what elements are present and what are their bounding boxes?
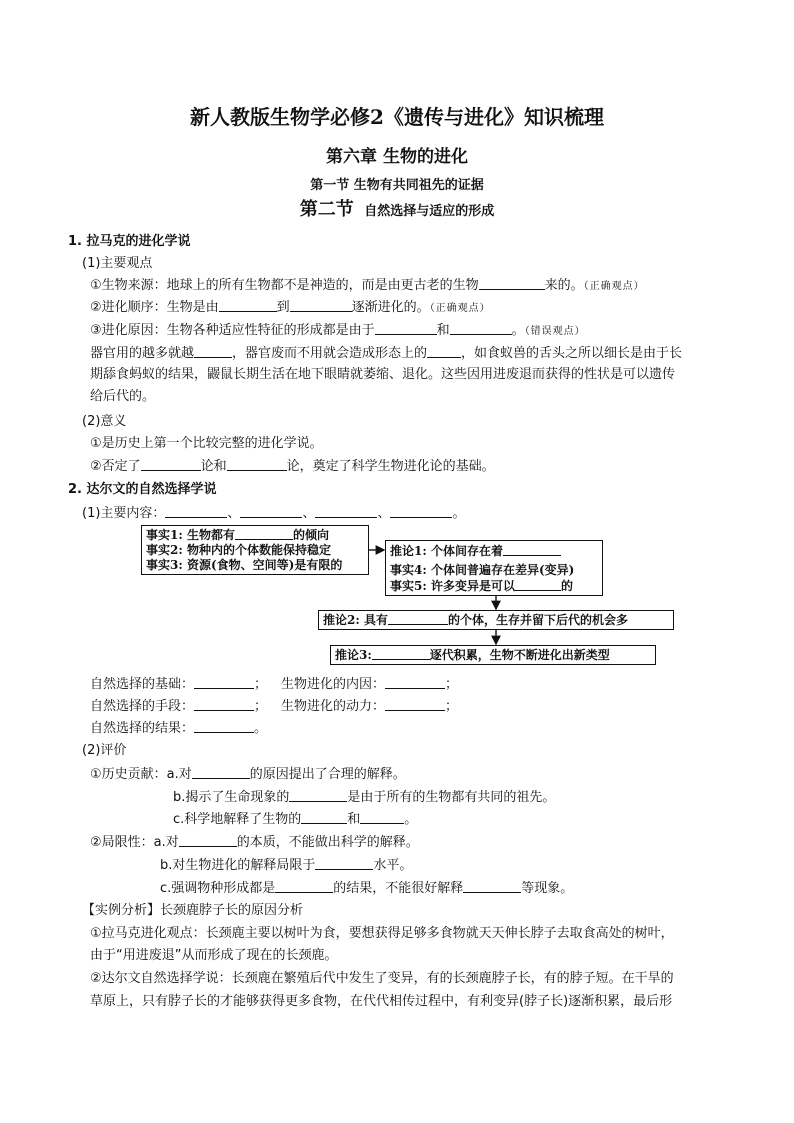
ns-result-row: 自然选择的结果： 。 (90, 721, 268, 736)
lamarck-explanation-line2: 期舔食蚂蚁的结果，鼹鼠长期生活在地下眼睛就萎缩、退化。这些因用进废退而获得的性状是可以遗传 (90, 367, 676, 382)
blank (427, 344, 461, 358)
blank (194, 344, 232, 358)
facts-box: 事实1: 生物都有 的倾向 事实2: 物种内的个体数能保持稳定 事实3: 资源(食物、空间等)是有限的 (141, 525, 369, 575)
blank (315, 856, 373, 870)
chapter-title: 第六章 生物的进化 (326, 147, 468, 167)
blank (385, 675, 445, 689)
blank (390, 504, 452, 518)
blank (179, 833, 237, 847)
lamarck-point-1: ①生物来源：地球上的所有生物都不是神造的，而是由更古老的生物 来的。（正确观点） (90, 278, 645, 293)
case-darwin-line1: ②达尔文自然选择学说：长颈鹿在繁殖后代中发生了变异，有的长颈鹿脖子长，有的脖子短。在干旱的 (90, 971, 674, 986)
section1-title: 第一节 生物有共同祖先的证据 (310, 178, 484, 193)
section-heading-lamarck: 1. 拉马克的进化学说 (68, 234, 191, 249)
subheading-main-views: (1)主要观点 (82, 256, 153, 271)
blank (194, 719, 254, 733)
case-heading: 【实例分析】长颈鹿脖子长的原因分析 (82, 903, 304, 918)
case-darwin-line2: 草原上，只有脖子长的才能够获得更多食物，在代代相传过程中，有利变异(脖子长)逐渐积累，最后形 (90, 994, 673, 1009)
section-heading-darwin: 2. 达尔文的自然选择学说 (68, 482, 217, 497)
blank (360, 810, 404, 824)
significance-2: ②否定了 论和 论，奠定了科学生物进化论的基础。 (90, 459, 495, 474)
blank (290, 298, 352, 312)
contribution-c: c.科学地解释了生物的 和 。 (173, 812, 418, 827)
note-wrong: （错误观点） (524, 326, 586, 337)
lamarck-point-3: ③进化原因：生物各种适应性特征的形成都是由于 和 。（错误观点） (90, 323, 586, 338)
contribution-b: b.揭示了生命现象的 是由于所有的生物都有共同的祖先。 (173, 790, 556, 805)
blank (301, 810, 347, 824)
lamarck-explanation-line1: 器官用的越多就越 ，器官废而不用就会造成形态上的 ，如食蚁兽的舌头之所以细长是由于长 (90, 346, 683, 361)
inference2-box: 推论2: 具有 的个体，生存并留下后代的机会多 (318, 610, 674, 630)
blank (227, 457, 287, 471)
blank (375, 321, 437, 335)
inference1-box: 推论1: 个体间存在着 事实4: 个体间普遍存在差异(变异) 事实5: 许多变异是可以 的 (385, 540, 603, 596)
main-title: 新人教版生物学必修2《遗传与进化》知识梳理 (190, 105, 604, 129)
blank (194, 675, 254, 689)
section2-name: 自然选择与适应的形成 (364, 204, 495, 219)
blank (479, 276, 545, 290)
note-correct: （正确观点） (429, 303, 491, 314)
blank (463, 879, 521, 893)
subheading-evaluation: (2)评价 (82, 743, 127, 758)
blank (385, 697, 445, 711)
blank (315, 504, 377, 518)
inference3-box: 推论3: 逐代积累，生物不断进化出新类型 (330, 645, 656, 665)
significance-1: ①是历史上第一个比较完整的进化学说。 (90, 436, 323, 451)
section2-number: 第二节 (299, 199, 354, 220)
ns-means-row: 自然选择的手段： ； 生物进化的动力： ； (90, 699, 459, 714)
lamarck-point-2: ②进化顺序：生物是由 到 逐渐进化的。（正确观点） (90, 300, 491, 315)
blank (289, 788, 347, 802)
darwin-main-content: (1)主要内容： 、 、 、 。 (82, 506, 466, 521)
blank (219, 298, 277, 312)
blank (275, 879, 333, 893)
limitation-c: c.强调物种形成都是 的结果，不能很好解释 等现象。 (160, 881, 574, 896)
blank (194, 697, 254, 711)
blank (165, 504, 227, 518)
blank (240, 504, 302, 518)
case-lamarck-line1: ①拉马克进化观点：长颈鹿主要以树叶为食，要想获得足够多食物就天天伸长脖子去取食高处的树叶， (90, 926, 674, 941)
ns-basis-row: 自然选择的基础： ； 生物进化的内因： ； (90, 677, 459, 692)
note-correct: （正确观点） (583, 281, 645, 292)
blank (141, 457, 201, 471)
limitation-b: b.对生物进化的解释局限于 水平。 (160, 858, 413, 873)
section2-title (0, 198, 794, 224)
case-lamarck-line2: 由于“用进废退”从而形成了现在的长颈鹿。 (90, 948, 338, 963)
contribution-a: ①历史贡献：a.对 的原因提出了合理的解释。 (90, 767, 406, 782)
subheading-significance: (2)意义 (82, 414, 127, 429)
lamarck-explanation-line3: 给后代的。 (90, 389, 156, 404)
blank (192, 765, 250, 779)
blank (450, 321, 512, 335)
limitation-a: ②局限性：a.对 的本质，不能做出科学的解释。 (90, 835, 419, 850)
